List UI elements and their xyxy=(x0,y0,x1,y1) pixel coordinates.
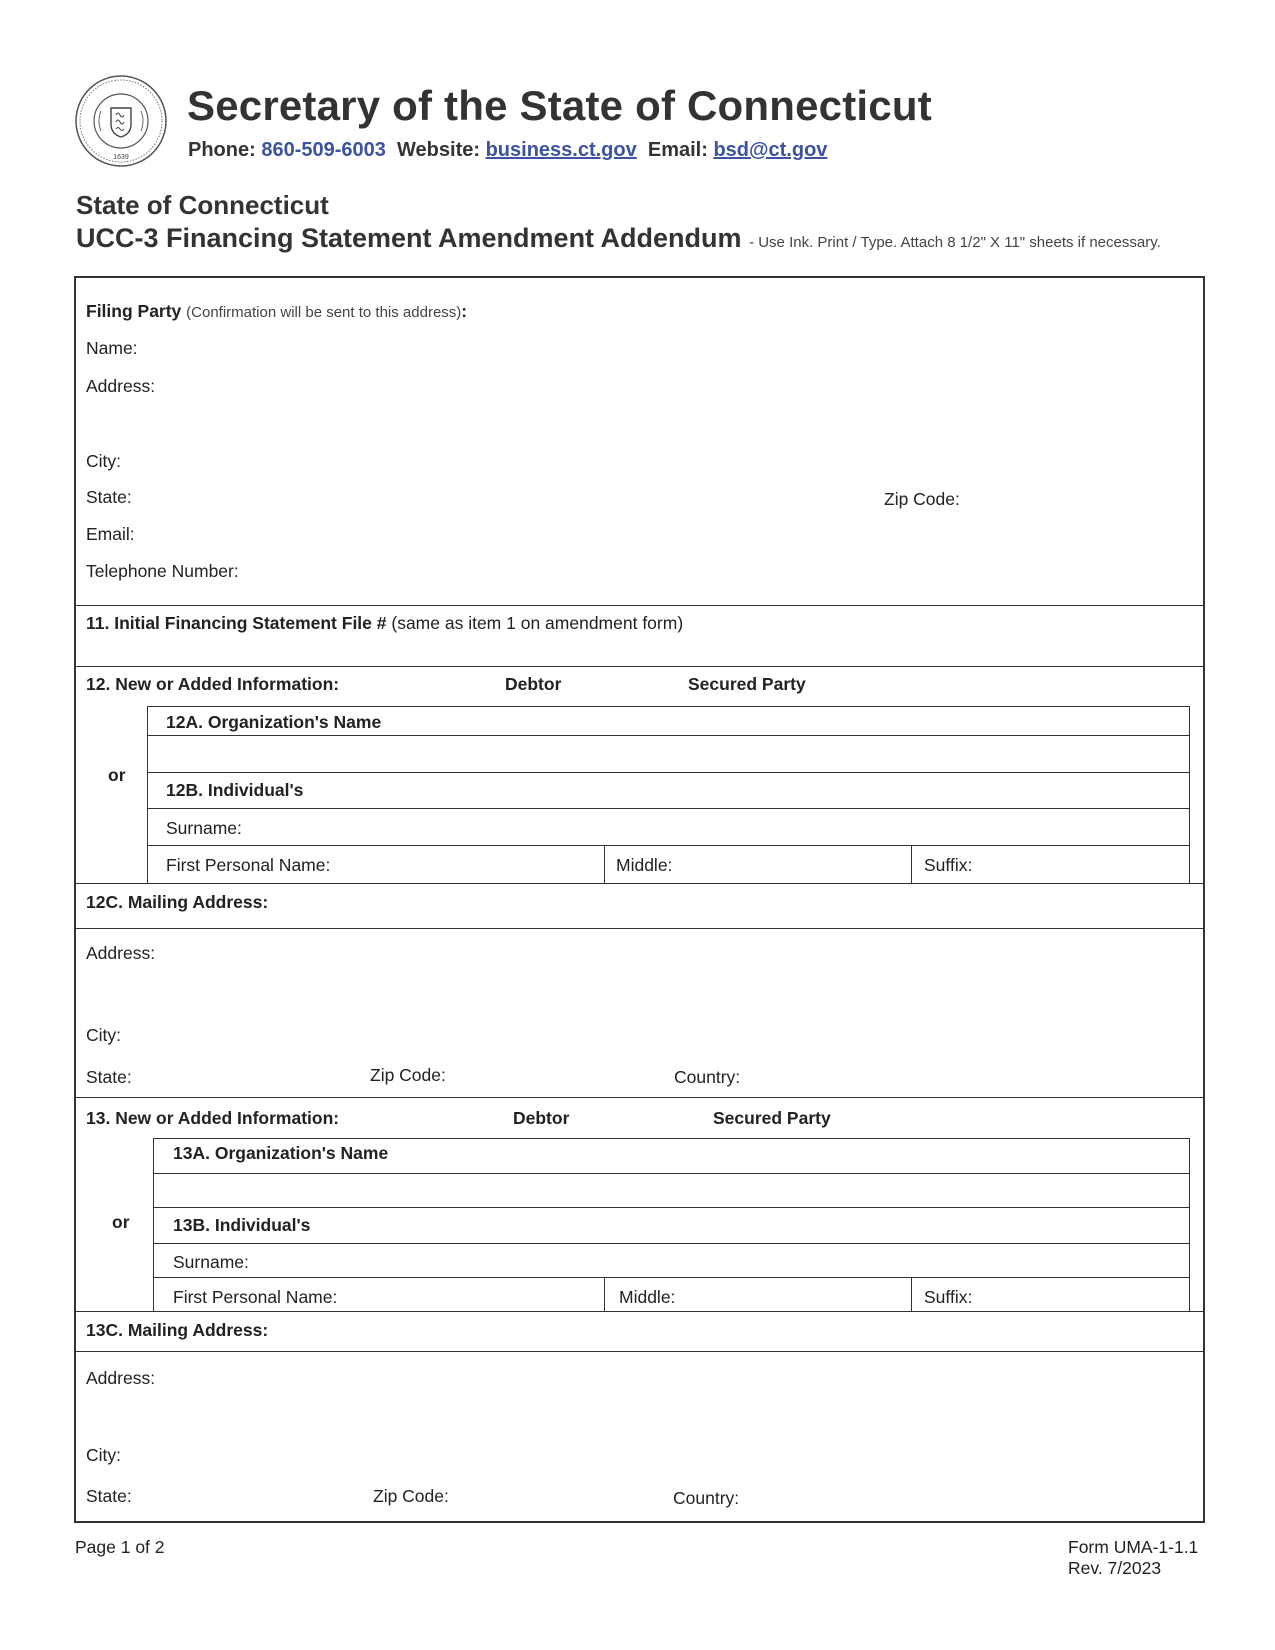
item13-or-label: or xyxy=(112,1212,130,1232)
divider xyxy=(153,1207,1190,1208)
divider xyxy=(153,1138,1190,1139)
item12-suffix-field[interactable]: Suffix: xyxy=(924,855,973,875)
item12-debtor-option[interactable]: Debtor xyxy=(505,674,562,694)
filing-zip-field[interactable]: Zip Code: xyxy=(884,489,960,509)
item13a-org-name-field[interactable] xyxy=(154,1140,1188,1206)
item12-first-name-field[interactable]: First Personal Name: xyxy=(166,855,331,875)
item12-country-field[interactable]: Country: xyxy=(674,1067,741,1087)
divider xyxy=(74,1311,1205,1312)
state-seal-logo xyxy=(75,75,167,167)
divider xyxy=(153,1277,1190,1278)
item11-note: (same as item 1 on amendment form) xyxy=(391,613,684,633)
filing-name-field[interactable]: Name: xyxy=(86,338,138,358)
filing-party-heading: Filing Party (Confirmation will be sent to this address): xyxy=(86,301,468,321)
website-label: Website: xyxy=(397,139,481,161)
item13c-mailing-label: 13C. Mailing Address: xyxy=(86,1320,269,1340)
divider xyxy=(147,706,1190,707)
item12-surname-field[interactable]: Surname: xyxy=(166,818,242,838)
item12-address-field[interactable]: Address: xyxy=(86,943,156,963)
divider xyxy=(74,1351,1205,1352)
divider xyxy=(604,1277,605,1311)
filing-state-field[interactable]: State: xyxy=(86,487,132,507)
item13-heading: 13. New or Added Information: xyxy=(86,1108,340,1128)
form-title xyxy=(76,223,1161,254)
item13-city-field[interactable]: City: xyxy=(86,1445,121,1465)
item13a-org-name-label: 13A. Organization's Name xyxy=(173,1143,389,1163)
item12-zip-field[interactable]: Zip Code: xyxy=(370,1065,446,1085)
header-title: Secretary of the State of Connecticut xyxy=(187,82,932,129)
svg-text:1639: 1639 xyxy=(113,154,129,161)
phone-label: Phone: xyxy=(188,139,256,161)
item12-middle-field[interactable]: Middle: xyxy=(616,855,673,875)
item13-state-field[interactable]: State: xyxy=(86,1486,132,1506)
item13-address-field[interactable]: Address: xyxy=(86,1368,156,1388)
divider xyxy=(74,883,1205,884)
divider xyxy=(147,808,1190,809)
item13-zip-field[interactable]: Zip Code: xyxy=(373,1486,449,1506)
item13b-individual-label: 13B. Individual's xyxy=(173,1215,311,1235)
filing-telephone-field[interactable]: Telephone Number: xyxy=(86,561,239,581)
item13-first-name-field[interactable]: First Personal Name: xyxy=(173,1287,338,1307)
form-name: UCC-3 Financing Statement Amendment Addendum xyxy=(76,223,742,253)
form-state: State of Connecticut xyxy=(76,190,329,220)
item12c-mailing-label: 12C. Mailing Address: xyxy=(86,892,269,912)
form-id: Form UMA-1-1.1 xyxy=(1068,1537,1199,1557)
contact-line xyxy=(188,139,827,162)
filing-party-note: (Confirmation will be sent to this address) xyxy=(186,304,462,321)
form-instruction: - Use Ink. Print / Type. Attach 8 1/2" X 11" sheets if necessary. xyxy=(749,234,1161,251)
filing-email-field[interactable]: Email: xyxy=(86,524,135,544)
filing-city-field[interactable]: City: xyxy=(86,451,121,471)
divider xyxy=(147,845,1190,846)
item13-middle-field[interactable]: Middle: xyxy=(619,1287,676,1307)
form-revision: Rev. 7/2023 xyxy=(1068,1558,1162,1578)
divider xyxy=(604,845,605,883)
divider xyxy=(1189,1138,1190,1311)
item12a-org-name-field[interactable] xyxy=(148,708,1188,774)
item11-file-number-field[interactable]: 11. Initial Financing Statement File # (same as item 1 on amendment form) xyxy=(86,613,684,633)
item12-or-label: or xyxy=(108,765,126,785)
phone-number: 860-509-6003 xyxy=(261,139,386,161)
item13-suffix-field[interactable]: Suffix: xyxy=(924,1287,973,1307)
item13-country-field[interactable]: Country: xyxy=(673,1488,740,1508)
item12a-org-name-label: 12A. Organization's Name xyxy=(166,712,382,732)
website-link[interactable]: business.ct.gov xyxy=(485,139,637,161)
divider xyxy=(911,845,912,883)
item12b-individual-label: 12B. Individual's xyxy=(166,780,304,800)
divider xyxy=(1189,706,1190,883)
divider xyxy=(74,928,1205,929)
item12-heading: 12. New or Added Information: xyxy=(86,674,340,694)
divider xyxy=(911,1277,912,1311)
page-number: Page 1 of 2 xyxy=(75,1537,165,1557)
divider xyxy=(74,666,1205,667)
divider xyxy=(74,605,1205,606)
item12-state-field[interactable]: State: xyxy=(86,1067,132,1087)
item13-debtor-option[interactable]: Debtor xyxy=(513,1108,570,1128)
divider xyxy=(153,1243,1190,1244)
divider xyxy=(74,1097,1205,1098)
item12-secured-party-option[interactable]: Secured Party xyxy=(688,674,806,694)
email-link[interactable]: bsd@ct.gov xyxy=(713,139,828,161)
item13-surname-field[interactable]: Surname: xyxy=(173,1252,249,1272)
item13-secured-party-option[interactable]: Secured Party xyxy=(713,1108,831,1128)
item12-city-field[interactable]: City: xyxy=(86,1025,121,1045)
filing-address-field[interactable]: Address: xyxy=(86,376,156,396)
email-label: Email: xyxy=(647,139,708,161)
